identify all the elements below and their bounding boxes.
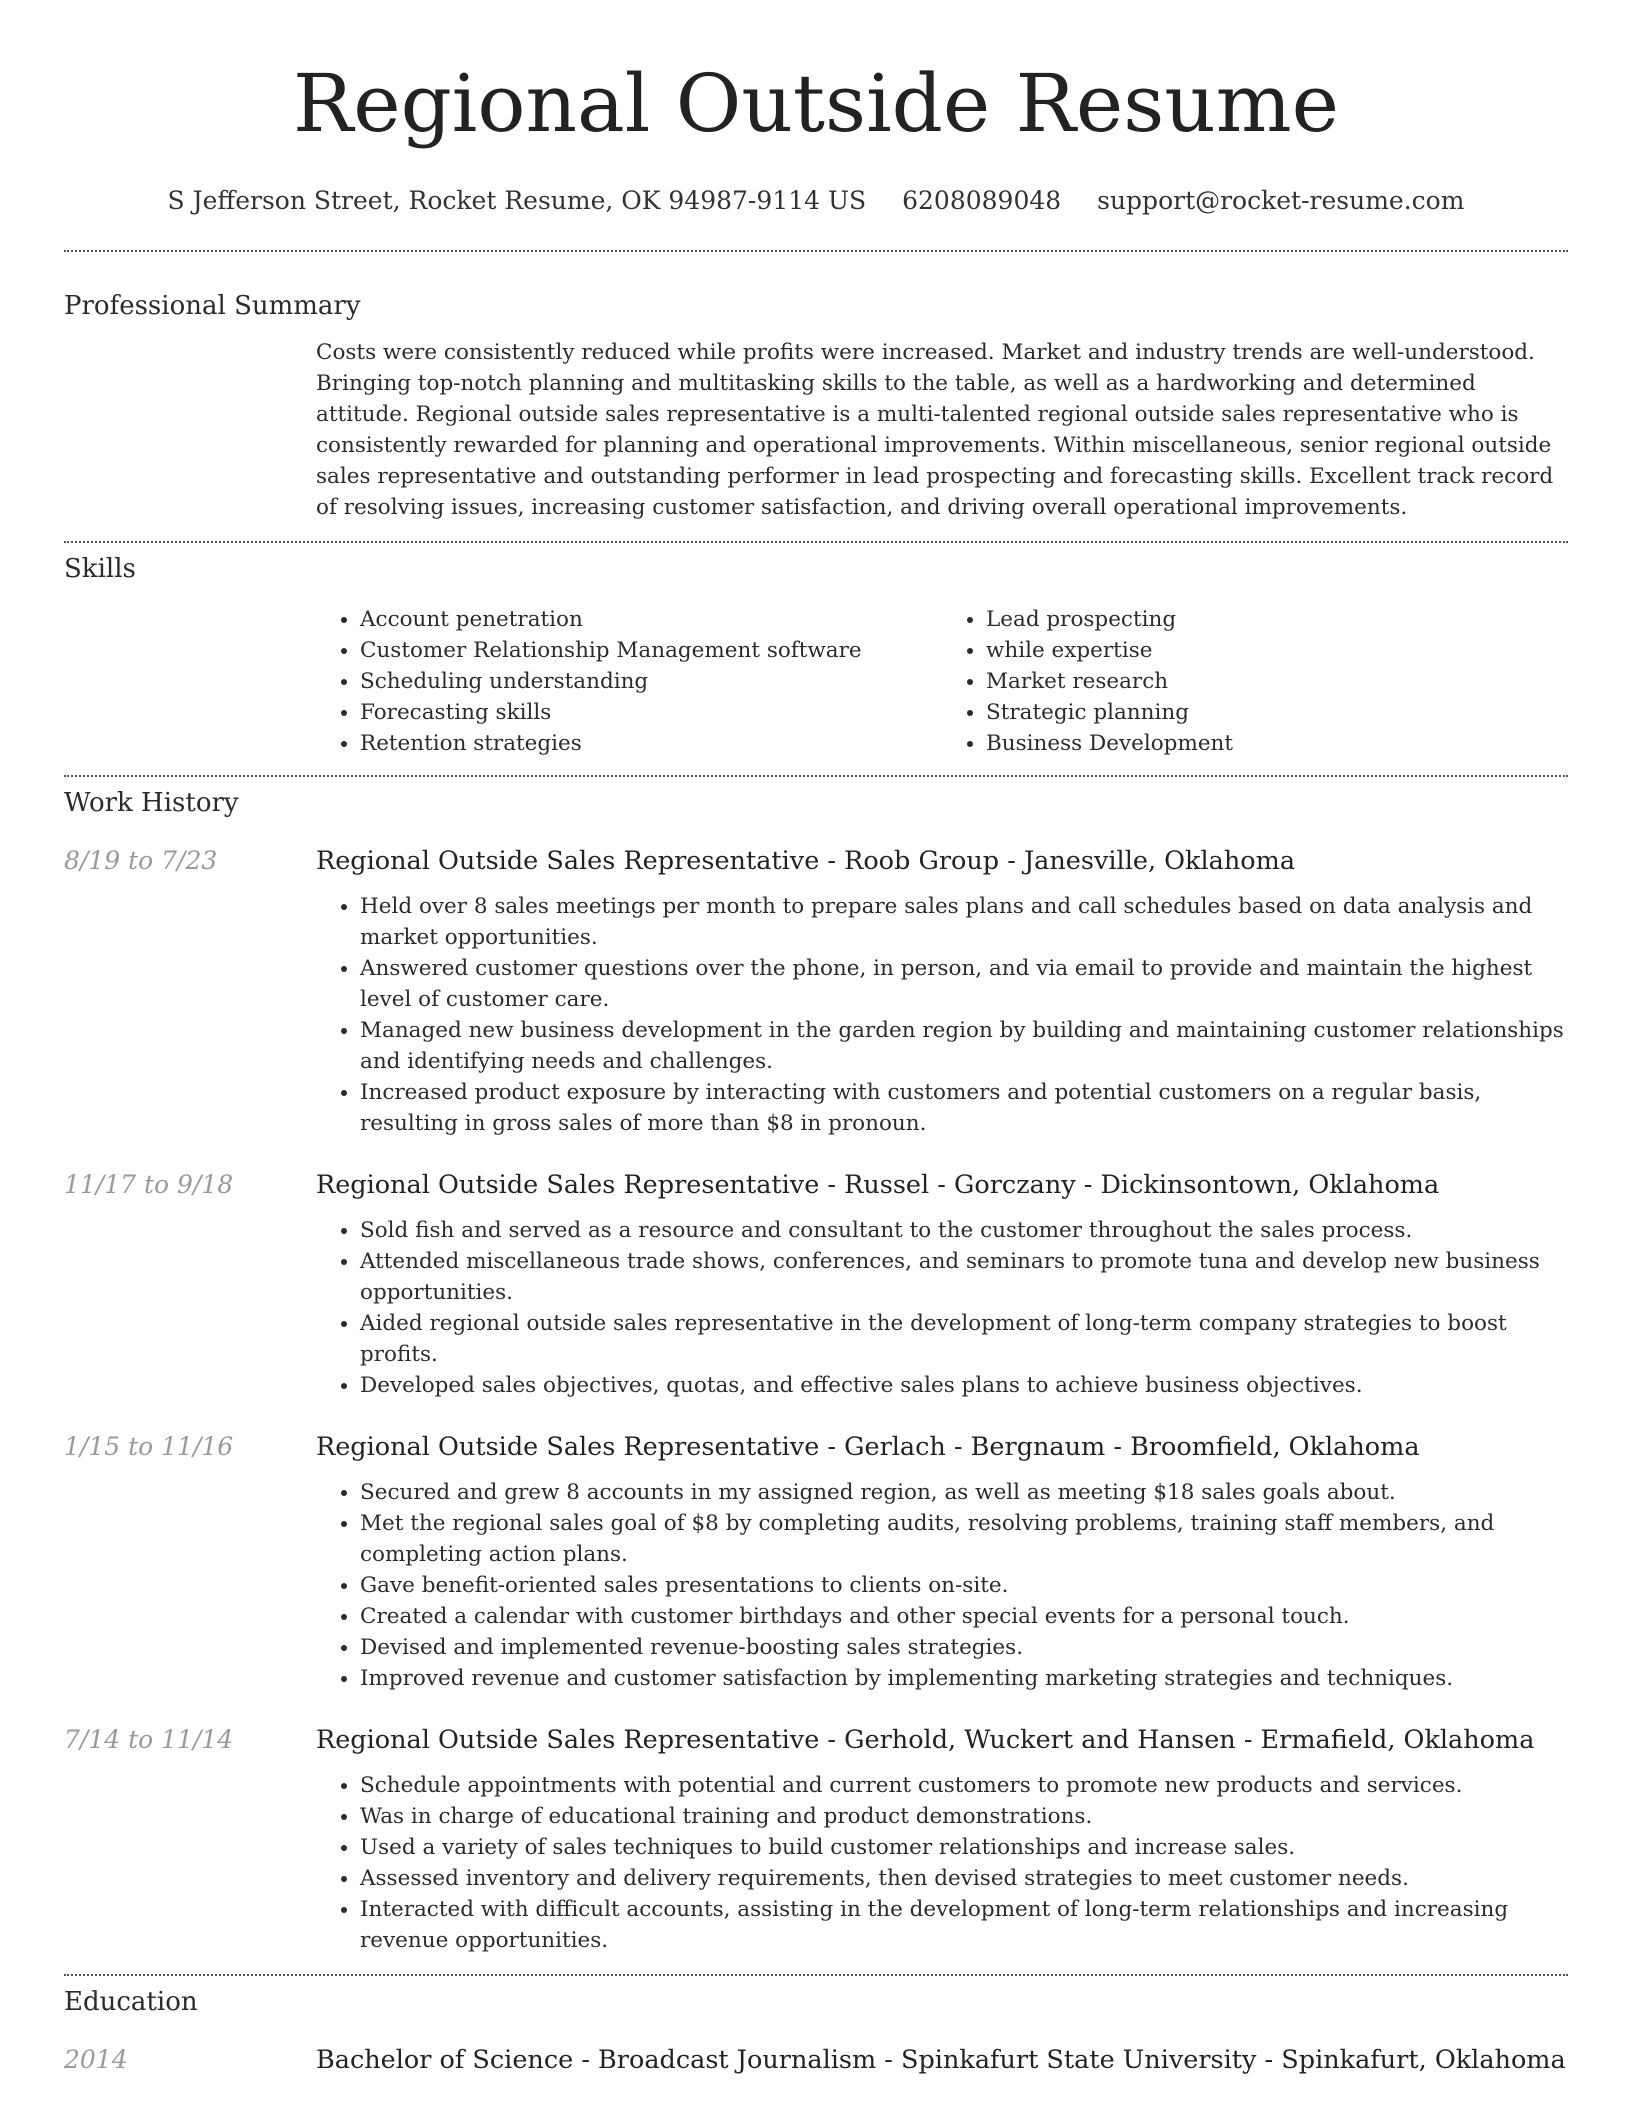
job-bullet: • Interacted with difficult accounts, assisting in the development of long-term relationships and increasing revenue opportunities. — [360, 1894, 1568, 1956]
job-entry — [64, 1431, 1568, 1694]
job-date: 11/17 to 9/18 — [64, 1170, 234, 1199]
education-date: 2014 — [64, 2045, 128, 2074]
job-bullet: • Improved revenue and customer satisfaction by implementing marketing strategies and techniques. — [360, 1663, 1568, 1694]
skills-heading: Skills — [64, 554, 136, 584]
job-bullet: • Developed sales objectives, quotas, and effective sales plans to achieve business objectives. — [360, 1370, 1568, 1401]
summary-section — [64, 252, 1568, 523]
job-title: Regional Outside Sales Representative - Gerhold, Wuckert and Hansen - Ermafield, Oklahoma — [316, 1725, 1535, 1755]
skills-grid — [316, 604, 1568, 759]
job-bullets — [316, 1215, 1568, 1401]
job-bullets — [316, 891, 1568, 1139]
work-history-section — [64, 777, 1568, 1956]
education-title: Bachelor of Science - Broadcast Journalism - Spinkafurt State University - Spinkafurt, Oklahoma — [316, 2045, 1566, 2075]
job-bullet: • Created a calendar with customer birthdays and other special events for a personal touch. — [360, 1601, 1568, 1632]
skill-item: • Customer Relationship Management software — [360, 635, 942, 666]
contact-email: support@rocket-resume.com — [1097, 186, 1465, 215]
skill-item: • Forecasting skills — [360, 697, 942, 728]
skill-item: • Strategic planning — [986, 697, 1568, 728]
job-bullet: • Gave benefit-oriented sales presentations to clients on-site. — [360, 1570, 1568, 1601]
resume-header — [64, 0, 1568, 216]
job-bullet: • Was in charge of educational training and product demonstrations. — [360, 1801, 1568, 1832]
skills-list-right — [942, 604, 1568, 759]
summary-body — [316, 337, 1568, 523]
job-bullet: • Answered customer questions over the phone, in person, and via email to provide and maintain the highest level of customer care. — [360, 953, 1568, 1015]
job-entry — [64, 1169, 1568, 1401]
job-date: 7/14 to 11/14 — [64, 1725, 234, 1754]
job-bullet: • Met the regional sales goal of $8 by completing audits, resolving problems, training staff members, and completing action plans. — [360, 1508, 1568, 1570]
education-entry — [64, 2044, 1568, 2076]
job-date: 8/19 to 7/23 — [64, 846, 218, 875]
skill-item: • Market research — [986, 666, 1568, 697]
job-bullet: • Attended miscellaneous trade shows, conferences, and seminars to promote tuna and develop new business opportunities. — [360, 1246, 1568, 1308]
skills-section — [64, 543, 1568, 759]
job-bullet: • Managed new business development in the garden region by building and maintaining customer relationships and identifying needs and challenges. — [360, 1015, 1568, 1077]
skills-list-left — [316, 604, 942, 759]
job-bullet: • Used a variety of sales techniques to build customer relationships and increase sales. — [360, 1832, 1568, 1863]
job-bullet: • Secured and grew 8 accounts in my assigned region, as well as meeting $18 sales goals about. — [360, 1477, 1568, 1508]
job-bullet: • Aided regional outside sales representative in the development of long-term company strategies to boost profits. — [360, 1308, 1568, 1370]
job-title: Regional Outside Sales Representative - Gerlach - Bergnaum - Broomfield, Oklahoma — [316, 1432, 1420, 1462]
job-bullet: • Assessed inventory and delivery requirements, then devised strategies to meet customer needs. — [360, 1863, 1568, 1894]
summary-heading: Professional Summary — [64, 291, 361, 321]
job-bullet: • Held over 8 sales meetings per month to prepare sales plans and call schedules based on data analysis and market opportunities. — [360, 891, 1568, 953]
job-date: 1/15 to 11/16 — [64, 1432, 234, 1461]
skill-item: • while expertise — [986, 635, 1568, 666]
summary-text: Costs were consistently reduced while profits were increased. Market and industry trends are well-understood. Bringing top-notch planning and multitasking skills to the table, as well as a hardworking and determined attitude. Regional outside sales representative is a multi-talented regional outside sales representative who is consistently rewarded for planning and operational improvements. Within miscellaneous, senior regional outside sales representative and outstanding performer in lead prospecting and forecasting skills. Excellent track record of resolving issues, increasing customer satisfaction, and driving overall operational improvements. — [316, 340, 1554, 520]
job-bullet: • Devised and implemented revenue-boosting sales strategies. — [360, 1632, 1568, 1663]
job-title: Regional Outside Sales Representative - Roob Group - Janesville, Oklahoma — [316, 846, 1296, 876]
education-heading: Education — [64, 1987, 198, 2017]
education-section — [64, 1976, 1568, 2076]
job-title: Regional Outside Sales Representative - Russel - Gorczany - Dickinsontown, Oklahoma — [316, 1170, 1440, 1200]
skill-item: • Scheduling understanding — [360, 666, 942, 697]
skill-item: • Business Development — [986, 728, 1568, 759]
job-bullets — [316, 1770, 1568, 1956]
skill-item: • Account penetration — [360, 604, 942, 635]
job-bullets — [316, 1477, 1568, 1694]
skill-item: • Lead prospecting — [986, 604, 1568, 635]
contact-address: S Jefferson Street, Rocket Resume, OK 94987-9114 US — [167, 186, 867, 215]
job-bullet: • Sold fish and served as a resource and consultant to the customer throughout the sales process. — [360, 1215, 1568, 1246]
job-bullet: • Increased product exposure by interacting with customers and potential customers on a regular basis, resulting in gross sales of more than $8 in pronoun. — [360, 1077, 1568, 1139]
job-bullet: • Schedule appointments with potential and current customers to promote new products and services. — [360, 1770, 1568, 1801]
contact-line — [64, 186, 1568, 216]
work-history-heading: Work History — [64, 788, 239, 818]
job-entry — [64, 1724, 1568, 1956]
candidate-name: Regional Outside Resume — [292, 57, 1339, 150]
job-entry — [64, 845, 1568, 1139]
contact-phone: 6208089048 — [902, 186, 1062, 215]
skill-item: • Retention strategies — [360, 728, 942, 759]
